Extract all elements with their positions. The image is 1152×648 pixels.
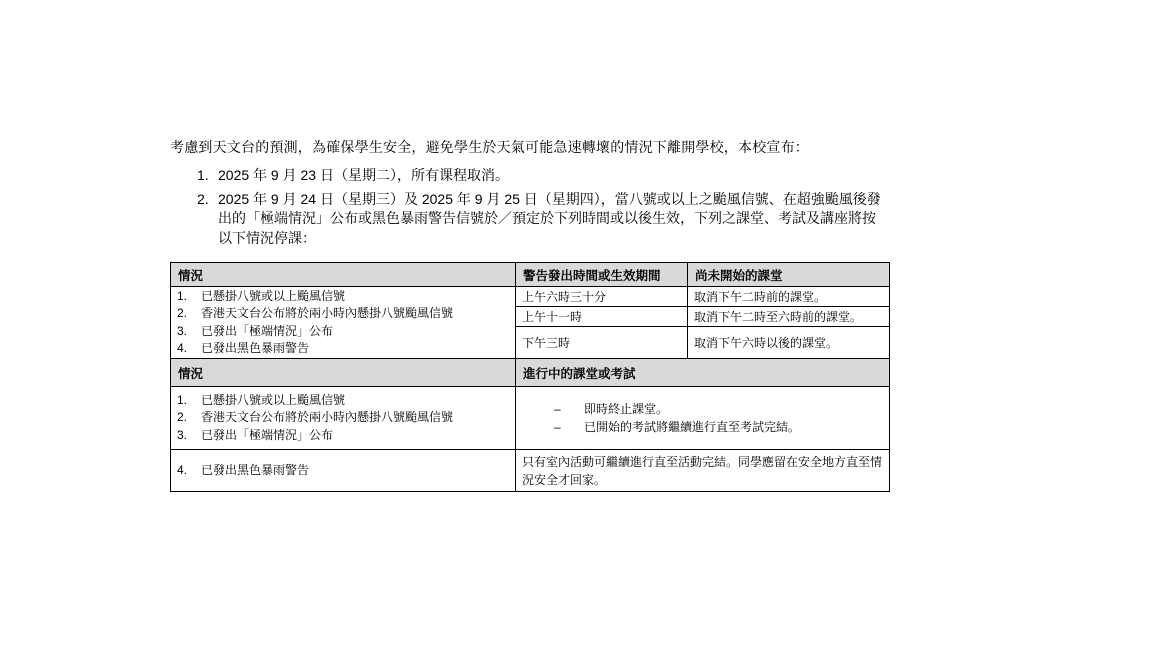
condition-text: 已發出「極端情況」公布: [201, 427, 334, 442]
conditions-cell: [171, 387, 516, 450]
dash-item-text: 即時終止課堂。: [584, 402, 669, 416]
list-item: [170, 166, 889, 186]
dash-item: [522, 418, 883, 436]
dash-item: [522, 400, 883, 418]
table-row: [171, 387, 890, 450]
condition-text: 香港天文台公布將於兩小時內懸掛八號颱風信號: [201, 306, 454, 320]
intro-paragraph: 考慮到天文台的預測，為確保學生安全，避免學生於天氣可能急速轉壞的情況下離開學校，本校宣布：: [170, 139, 809, 155]
dash-bullet: –: [554, 420, 561, 434]
condition-number: 1.: [177, 288, 188, 303]
condition-number: 1.: [177, 392, 188, 407]
condition-text: 已懸掛八號或以上颱風信號: [201, 288, 346, 303]
condition-number: 4.: [177, 462, 188, 477]
table-row: [171, 287, 890, 307]
condition-number: 2.: [177, 410, 188, 425]
dash-bullet: –: [554, 402, 561, 416]
ongoing-actions-cell: [516, 387, 890, 450]
action-cell: 取消下午二時前的課堂。: [688, 287, 890, 307]
list-item-number: 2.: [197, 190, 209, 207]
conditions-cell: [171, 450, 516, 492]
condition-item: [177, 305, 509, 323]
list-item-text: 2025 年 9 月 23 日（星期二），所有课程取消。: [218, 167, 509, 183]
condition-text: 已發出黑色暴雨警告: [201, 341, 310, 355]
header-warning-time: 警告發出時間或生效期間: [516, 263, 688, 287]
warning-time-cell: 下午三時: [516, 327, 688, 359]
condition-item: [177, 340, 509, 358]
condition-text: 已懸掛八號或以上颱風信號: [201, 392, 346, 407]
list-item: [170, 190, 889, 249]
condition-item: [177, 409, 509, 427]
list-item-number: 1.: [197, 167, 209, 183]
action-cell: 取消下午二時至六時前的課堂。: [688, 307, 890, 327]
condition-item: [177, 427, 509, 445]
document-content: [170, 138, 889, 492]
condition-text: 已發出黑色暴雨警告: [201, 462, 310, 477]
condition-text: 香港天文台公布將於兩小時內懸掛八號颱風信號: [201, 410, 454, 425]
condition-item: [177, 392, 509, 410]
condition-number: 2.: [177, 306, 188, 320]
action-cell: 取消下午六時以後的課堂。: [688, 327, 890, 359]
condition-item: [177, 288, 509, 306]
condition-number: 3.: [177, 427, 188, 442]
header-condition: 情況: [171, 263, 516, 287]
condition-item: [177, 462, 509, 480]
header-classes-not-started: 尚未開始的課堂: [688, 263, 890, 287]
header-condition: 情況: [171, 359, 516, 387]
black-rain-action-cell: 只有室內活動可繼續進行直至活動完結。同學應留在安全地方直至情況安全才回家。: [516, 450, 890, 492]
table-row: [171, 450, 890, 492]
announcement-list: [170, 166, 889, 248]
table-header-row-1: [171, 263, 890, 287]
header-ongoing-classes: 進行中的課堂或考試: [516, 359, 890, 387]
condition-text: 已發出「極端情況」公布: [201, 323, 334, 338]
table-header-row-2: [171, 359, 890, 387]
warning-time-cell: 上午十一時: [516, 307, 688, 327]
condition-item: [177, 323, 509, 341]
conditions-cell: [171, 287, 516, 359]
class-suspension-table: [170, 262, 890, 492]
condition-number: 3.: [177, 323, 188, 338]
dash-item-text: 已開始的考試將繼續進行直至考試完結。: [584, 420, 801, 434]
list-item-text: 2025 年 9 月 24 日（星期三）及 2025 年 9 月 25 日（星期四），當八號或以上之颱風信號、在超強颱風後發出的「極端情況」公布或黑色暴雨警告信號於／預定於下列時間或以後生效，下列之課堂、考試及講座將按以下情況停課：: [218, 190, 881, 246]
warning-time-cell: 上午六時三十分: [516, 287, 688, 307]
condition-number: 4.: [177, 341, 188, 355]
